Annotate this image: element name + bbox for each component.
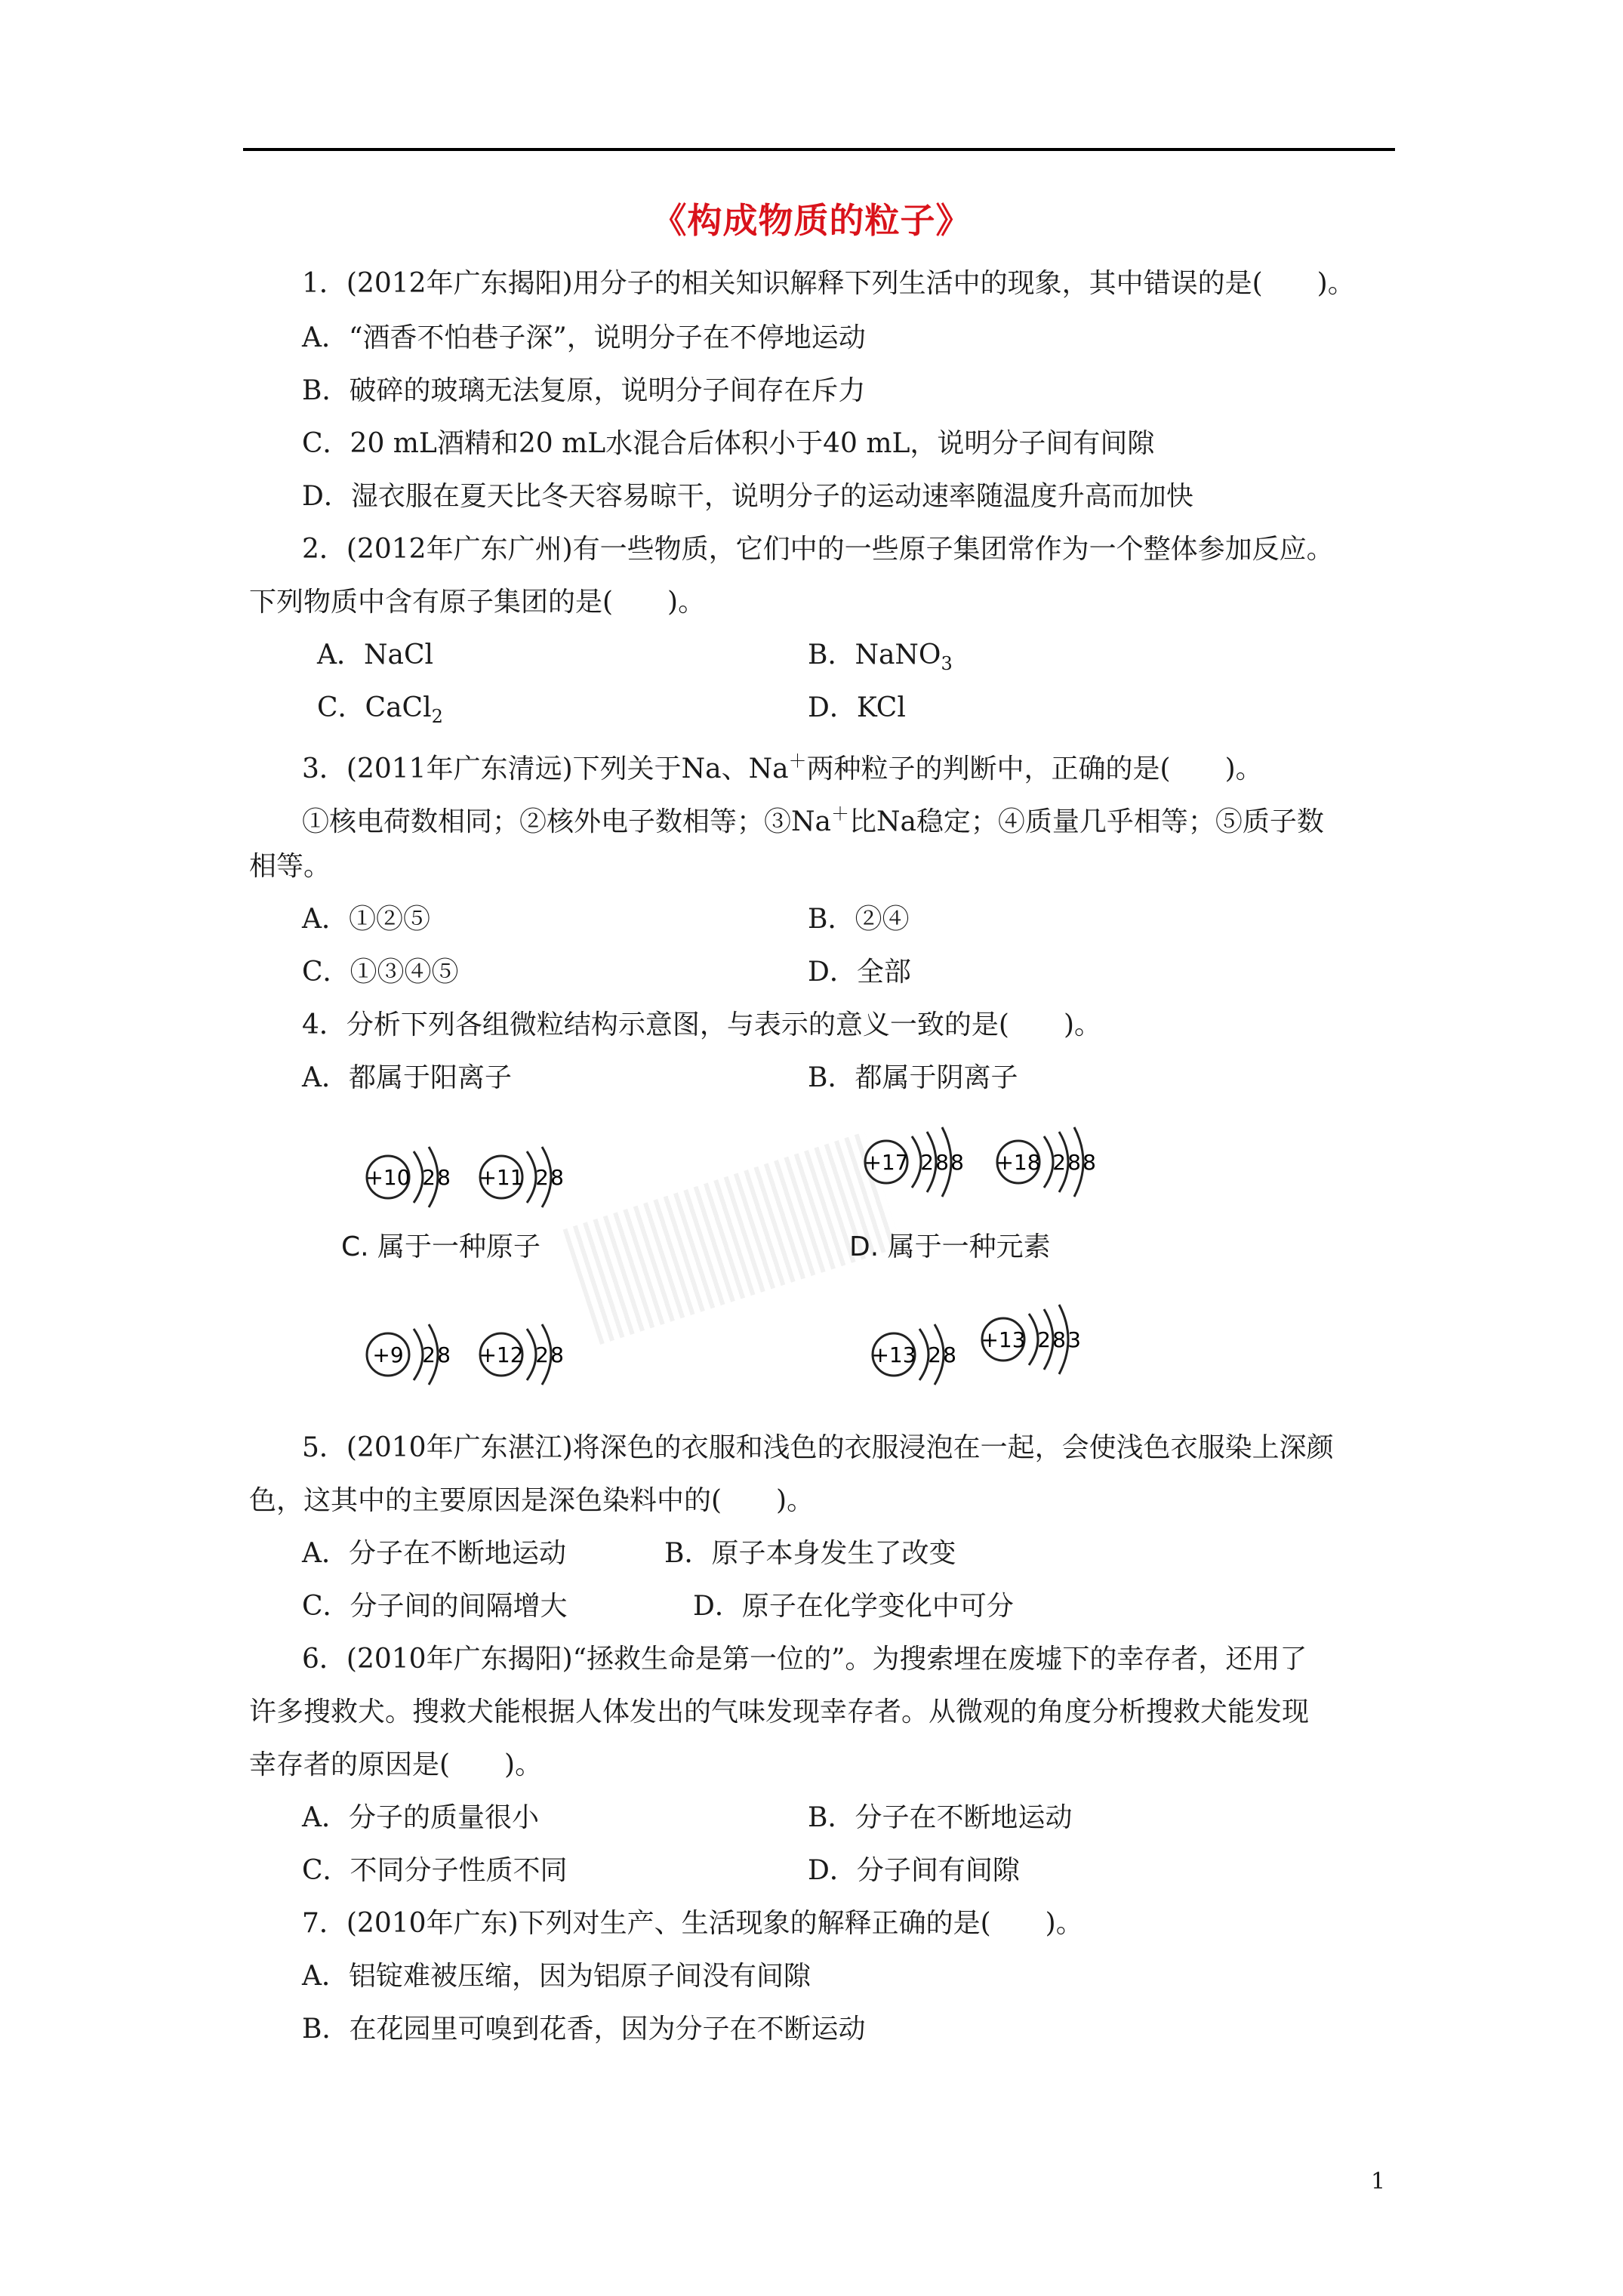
- nucleus-charge: +9: [372, 1342, 404, 1367]
- atom-diagram-d2: [978, 1291, 1121, 1382]
- q7-option-b: B．在花园里可嗅到花香，因为分子在不断运动: [302, 2014, 866, 2045]
- q2-option-d: D．KCl: [808, 692, 906, 723]
- q6-option-c: C．不同分子性质不同: [302, 1855, 568, 1886]
- q2-stem-line2: 下列物质中含有原子集团的是( )。: [249, 587, 706, 618]
- shell-electron-count: 8: [550, 1165, 564, 1190]
- q5-option-a: A．分子在不断地运动: [302, 1538, 566, 1569]
- page-number: 1: [1371, 2168, 1386, 2195]
- q1-option-c: C．20 mL酒精和20 mL水混合后体积小于40 mL，说明分子间有间隙: [302, 428, 1155, 459]
- q3-option-b: B．②④: [808, 904, 910, 935]
- q1-option-a: A．“酒香不怕巷子深”，说明分子在不停地运动: [302, 322, 866, 353]
- shell-electron-count: 3: [1067, 1327, 1081, 1352]
- shell-electron-count: 2: [422, 1342, 436, 1367]
- q6-option-a: A．分子的质量很小: [302, 1802, 539, 1833]
- q6-stem-line1: 6．(2010年广东揭阳)“拯救生命是第一位的”。为搜索埋在废墟下的幸存者，还用了: [302, 1644, 1307, 1675]
- q5-stem-line2: 色，这其中的主要原因是深色染料中的( )。: [249, 1485, 815, 1516]
- q2-option-a: A．NaCl: [317, 639, 434, 670]
- atom-diagram-b1: [861, 1117, 1004, 1200]
- q1-option-b: B．破碎的玻璃无法复原，说明分子间存在斥力: [302, 375, 866, 406]
- shell-electron-count: 8: [1067, 1150, 1081, 1175]
- q2-option-b-subscript: 3: [941, 653, 953, 674]
- shell-electron-count: 8: [550, 1342, 564, 1367]
- q2-option-b: [808, 637, 953, 682]
- q6-option-d: D．分子间有间隙: [808, 1855, 1020, 1886]
- atom-diagram-a1: [362, 1133, 483, 1216]
- q3-stem-superscript: ＋: [788, 750, 807, 772]
- q7-stem: 7．(2010年广东)下列对生产、生活现象的解释正确的是( )。: [302, 1908, 1083, 1939]
- q3-option-a: A．①②⑤: [302, 904, 430, 935]
- q1-option-d: D．湿衣服在夏天比冬天容易晾干，说明分子的运动速率随温度升高而加快: [302, 481, 1193, 512]
- shell-electron-count: 8: [1083, 1150, 1096, 1175]
- q2-option-c-text: C．CaCl: [317, 692, 432, 723]
- q4-option-b: B．都属于阴离子: [808, 1062, 1018, 1093]
- q5-stem-line1: 5．(2010年广东湛江)将深色的衣服和浅色的衣服浸泡在一起，会使浅色衣服染上深颜: [302, 1432, 1334, 1463]
- header-rule: [243, 148, 1395, 151]
- q3-option-c: C．①③④⑤: [302, 957, 459, 988]
- q5-option-d: D．原子在化学变化中可分: [693, 1591, 1014, 1622]
- page-title: 《构成物质的粒子》: [651, 200, 972, 241]
- q3-line2-superscript: ＋: [830, 803, 849, 824]
- q4-option-d: D. 属于一种元素: [849, 1231, 1051, 1262]
- shell-electron-count: 8: [1052, 1327, 1066, 1352]
- shell-electron-count: 8: [935, 1150, 949, 1175]
- nucleus-charge: +10: [365, 1165, 411, 1190]
- q2-option-c-subscript: 2: [431, 706, 443, 727]
- shell-electron-count: 8: [943, 1342, 956, 1367]
- q6-stem-line3: 幸存者的原因是( )。: [249, 1749, 543, 1780]
- shell-electron-count: 2: [1052, 1150, 1066, 1175]
- q4-stem: 4．分析下列各组微粒结构示意图，与表示的意义一致的是( )。: [302, 1009, 1101, 1040]
- q3-stem-part2: 两种粒子的判断中，正确的是( )。: [806, 754, 1263, 784]
- q3-stem-line1: [302, 743, 1263, 787]
- shell-electron-count: 2: [535, 1165, 549, 1190]
- q6-option-b: B．分子在不断地运动: [808, 1802, 1073, 1833]
- shell-electron-count: 2: [1037, 1327, 1051, 1352]
- shell-electron-count: 8: [437, 1165, 451, 1190]
- q2-option-c: [317, 690, 443, 735]
- atom-diagram-d1: [868, 1310, 989, 1393]
- atom-diagram-a2: [476, 1133, 596, 1216]
- q3-option-d: D．全部: [808, 957, 911, 988]
- atom-diagram-c1: [362, 1310, 483, 1393]
- q7-option-a: A．铝锭难被压缩，因为铝原子间没有间隙: [302, 1961, 811, 1992]
- q5-option-b: B．原子本身发生了改变: [664, 1538, 956, 1569]
- q2-stem-line1: 2．(2012年广东广州)有一些物质，它们中的一些原子集团常作为一个整体参加反应。: [302, 534, 1334, 565]
- nucleus-charge: +12: [479, 1342, 524, 1367]
- atom-diagram-b2: [993, 1117, 1136, 1200]
- shell-electron-count: 2: [920, 1150, 934, 1175]
- shell-electron-count: 2: [422, 1165, 436, 1190]
- q3-line2-part1: ①核电荷数相同；②核外电子数相等；③Na: [302, 806, 831, 837]
- shell-electron-count: 8: [950, 1150, 964, 1175]
- shell-electron-count: 8: [437, 1342, 451, 1367]
- q3-stem-line2: [302, 796, 1324, 840]
- q3-stem-line3: 相等。: [249, 851, 331, 882]
- nucleus-charge: +17: [864, 1150, 909, 1175]
- q2-option-b-text: B．NaNO: [808, 639, 941, 670]
- nucleus-charge: +13: [871, 1342, 916, 1367]
- q3-stem-part1: 3．(2011年广东清远)下列关于Na、Na: [302, 754, 789, 784]
- q5-option-c: C．分子间的间隔增大: [302, 1591, 568, 1622]
- q4-option-c: C. 属于一种原子: [341, 1231, 541, 1262]
- nucleus-charge: +11: [479, 1165, 524, 1190]
- q1-stem: 1．(2012年广东揭阳)用分子的相关知识解释下列生活中的现象，其中错误的是( )。: [302, 268, 1355, 299]
- shell-electron-count: 2: [535, 1342, 549, 1367]
- q3-line2-part2: 比Na稳定；④质量几乎相等；⑤质子数: [848, 806, 1324, 837]
- q6-stem-line2: 许多搜救犬。搜救犬能根据人体发出的气味发现幸存者。从微观的角度分析搜救犬能发现: [249, 1697, 1310, 1727]
- atom-diagram-c2: [476, 1310, 596, 1393]
- q4-option-a: A．都属于阳离子: [302, 1062, 512, 1093]
- nucleus-charge: +18: [996, 1150, 1041, 1175]
- shell-electron-count: 2: [928, 1342, 941, 1367]
- nucleus-charge: +13: [981, 1327, 1026, 1352]
